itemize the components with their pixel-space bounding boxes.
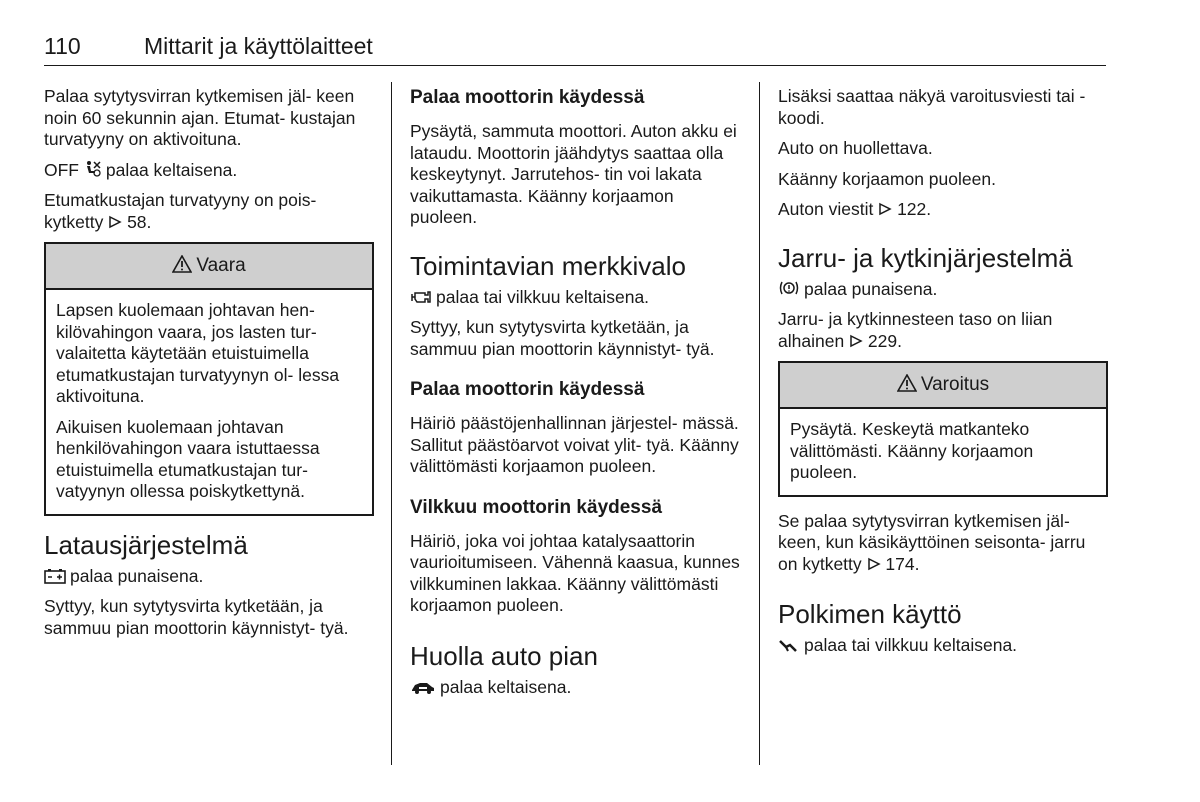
paragraph: Käänny korjaamon puoleen. xyxy=(778,168,996,189)
warning-title: Vaara xyxy=(196,255,246,276)
subheading: Vilkkuu moottorin käydessä xyxy=(410,496,663,518)
paragraph: Pysäytä, sammuta moottori. Auton akku ei lataudu. Moottorin jäähdytys saattaa olla keskeytynyt. Jarrutehos- tin voi lakata vaikuttamasta. Käänny korjaamon puoleen. xyxy=(410,121,737,227)
page-reference: 122. xyxy=(897,199,932,219)
service-car-icon xyxy=(410,679,436,695)
brake-warning-icon xyxy=(778,279,800,297)
section-title: Huolla auto pian xyxy=(410,640,598,671)
paragraph xyxy=(44,190,374,233)
warning-box xyxy=(778,361,1108,497)
page-number: 110 xyxy=(44,33,81,59)
paragraph-text: palaa punaisena. xyxy=(70,565,204,586)
page-reference-icon xyxy=(108,215,122,229)
paragraph: Syttyy, kun sytytysvirta kytketään, ja sammuu pian moottorin käynnistyt- tyä. xyxy=(44,596,349,638)
paragraph-text: Auton viestit xyxy=(778,199,874,219)
off-label: OFF xyxy=(44,159,79,180)
paragraph-text: palaa keltaisena. xyxy=(440,676,572,697)
paragraph: Syttyy, kun sytytysvirta kytketään, ja sammuu pian moottorin käynnistyt- tyä. xyxy=(410,317,715,359)
paragraph-text: Se palaa sytytysvirran kytkemisen jäl- keen, kun käsikäyttöinen seisonta- jarru on kytketty xyxy=(778,510,1086,574)
pedal-icon xyxy=(778,637,800,653)
paragraph xyxy=(410,677,742,699)
page-reference: 229. xyxy=(867,330,902,351)
paragraph: Lisäksi saattaa näkyä varoitusviesti tai -koodi. xyxy=(778,86,1086,128)
column-1 xyxy=(44,86,374,648)
page-reference-icon xyxy=(878,202,892,216)
warning-triangle-icon xyxy=(172,255,192,273)
paragraph-text: Etumatkustajan turvatyyny on pois- kytketty xyxy=(44,190,317,232)
airbag-off-icon xyxy=(84,160,102,178)
engine-icon xyxy=(410,289,432,305)
paragraph-text: palaa tai vilkkuu keltaisena. xyxy=(436,286,650,307)
battery-icon xyxy=(44,568,66,584)
page-reference-icon xyxy=(867,557,881,571)
warning-triangle-icon xyxy=(897,374,917,392)
page-reference-icon xyxy=(849,334,863,348)
paragraph-text: Jarru- ja kytkinnesteen taso on liian alhainen xyxy=(778,309,1053,351)
running-title: Mittarit ja käyttölaitteet xyxy=(144,33,373,59)
column-divider xyxy=(759,82,760,765)
section-title: Latausjärjestelmä xyxy=(44,529,248,560)
paragraph xyxy=(44,160,374,182)
warning-text: Lapsen kuolemaan johtavan hen- kilövahingon vaara, jos lasten tur- valaitetta käytetään etuistuimella etumatkustajan turvatyynyn ol- lessa aktivoituna. xyxy=(56,300,340,406)
warning-header xyxy=(46,244,372,290)
paragraph-text: palaa tai vilkkuu keltaisena. xyxy=(804,635,1018,655)
paragraph xyxy=(778,309,1108,352)
subheading: Palaa moottorin käydessä xyxy=(410,87,645,108)
warning-title: Varoitus xyxy=(920,374,990,395)
page-reference: 58. xyxy=(127,211,152,232)
column-divider xyxy=(391,82,392,765)
paragraph: Häiriö, joka voi johtaa katalysaattorin vaurioitumiseen. Vähennä kaasua, kunnes vilkkuminen lakkaa. Käänny välittömästi korjaamon puoleen. xyxy=(410,530,740,615)
warning-text: Pysäytä. Keskeytä matkanteko välittömästi. Käänny korjaamon puoleen. xyxy=(790,419,1034,482)
paragraph xyxy=(410,287,742,309)
warning-box xyxy=(44,242,374,516)
paragraph xyxy=(778,279,1108,301)
section-title: Jarru- ja kytkinjärjestelmä xyxy=(778,242,1073,273)
page-header xyxy=(44,33,1106,66)
section-title: Polkimen käyttö xyxy=(778,599,962,629)
page-reference: 174. xyxy=(885,553,920,574)
warning-body xyxy=(780,409,1106,495)
column-3 xyxy=(778,86,1108,666)
paragraph: Häiriö päästöjenhallinnan järjestel- mässä. Sallitut päästöarvot voivat ylit- tyä. Käänny välittömästi korjaamon puoleen. xyxy=(410,413,739,476)
paragraph: Auto on huollettava. xyxy=(778,138,933,158)
paragraph-text: palaa punaisena. xyxy=(804,278,938,299)
warning-header xyxy=(780,363,1106,409)
column-2 xyxy=(410,86,742,707)
paragraph xyxy=(778,511,1108,576)
paragraph xyxy=(778,199,1108,221)
paragraph xyxy=(778,635,1108,657)
paragraph-text: palaa keltaisena. xyxy=(105,159,238,180)
paragraph: Palaa sytytysvirran kytkemisen jäl- keen noin 60 sekunnin ajan. Etumat- kustajan turvatyyny on aktivoituna. xyxy=(44,86,356,149)
section-title: Toimintavian merkkivalo xyxy=(410,250,686,281)
warning-text: Aikuisen kuolemaan johtavan henkilövahingon vaara istuttaessa etuistuimella etumatkustajan tur- vatyynyn ollessa poiskytkettynä. xyxy=(56,416,320,501)
warning-body xyxy=(46,290,372,514)
subheading: Palaa moottorin käydessä xyxy=(410,379,645,400)
paragraph xyxy=(44,566,374,588)
